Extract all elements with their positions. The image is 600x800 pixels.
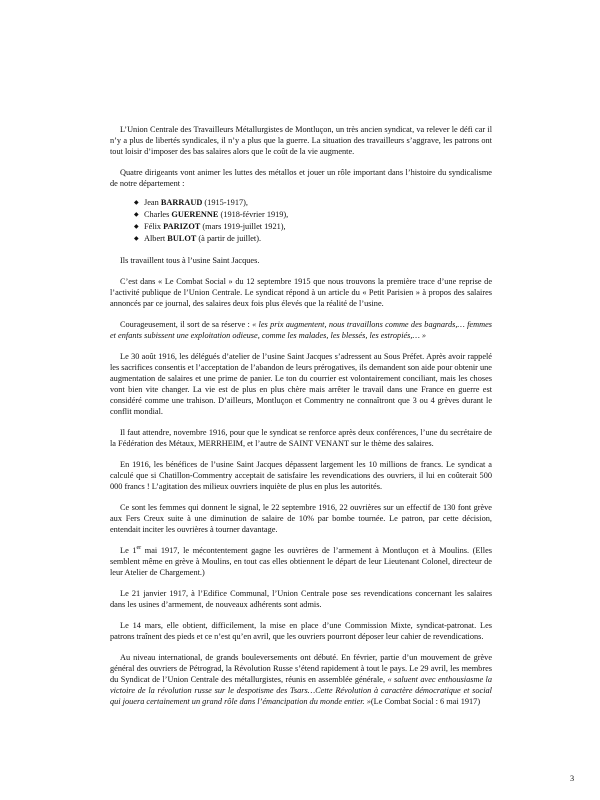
page-body (110, 124, 492, 717)
paragraph-30-aout-1916: Le 30 août 1916, les délégués d’atelier de l’usine Saint Jacques s’adressent au Sous Préfet. Après avoir rappelé les sacrifices consentis et l’acceptation de l’abandon de leurs prérogatives, ils demandent son aide pour obtenir une augmentation de salaires et une prime de panier. Le ton du courrier est volontairement conciliant, mais les choses vont bien vite changer. La vie est de plus en plus chère mais arrêter le travail dans une France en guerre est considéré comme une trahison. D’ailleurs, Montluçon et Commentry ne connaîtront que 3 ou 4 grèves durant le conflit mondial. (110, 352, 492, 416)
list-item: ◆ Albert BULOT (à partir de juillet). (134, 234, 262, 243)
paragraph-combat-social: C’est dans « Le Combat Social » du 12 septembre 1915 que nous trouvons la première trace d’une reprise de l’activité publique de l’Union Centrale. Le syndicat répond à un article du « Petit Parisien » à propos des salaires annoncés par ce journal, des salaires deux fois plus élevés que la réalité de l’usine. (110, 277, 492, 308)
list-item: ◆ Jean BARRAUD (1915-1917), (134, 198, 248, 207)
paragraph-14-mars: Le 14 mars, elle obtient, difficilement, la mise en place d’une Commission Mixte, syndicat-patronat. Les patrons traînent des pieds et ce n’est qu’en avril, que les ouvriers pourront déposer leur cahier de revendications. (110, 621, 492, 641)
list-item: ◆ Charles GUERENNE (1918-février 1919), (134, 210, 289, 219)
paragraph-international: Au niveau international, de grands bouleversements ont débuté. En février, partie d’un mouvement de grève général des ouvriers de Pétrograd, la Révolution Russe s’étend rapidement à tout le pays. Le 29 avril, les membres du Syndicat de l’Union Centrale des métallurgistes, réunis en assemblée générale, « saluent avec enthousiasme la victoire de la révolution russe sur le despotisme des Tsars…Cette Révolution à caractère démocratique et social qui jouera certainement un grand rôle dans l’émancipation du monde entier. »(Le Combat Social : 6 mai 1917) (110, 653, 492, 706)
diamond-bullet-icon: ◆ (134, 212, 139, 218)
paragraph-courageusement: Courageusement, il sort de sa réserve : « les prix augmentent, nous travaillons comme des bagnards,… femmes et enfants subissent une exploitation odieuse, comme les malades, les blessés, les estropiés,… » (110, 320, 492, 340)
paragraph-benefices: En 1916, les bénéfices de l’usine Saint Jacques dépassent largement les 10 millions de francs. Le syndicat a calculé que si Chatillon-Commentry acceptait de satisfaire les revendications des ouvriers, il lui en coûterait 500 000 francs ! L’agitation des milieux ouvriers inquiète de plus en plus les autorités. (110, 460, 492, 491)
diamond-bullet-icon: ◆ (134, 224, 139, 230)
leaders-list (110, 197, 492, 245)
diamond-bullet-icon: ◆ (134, 236, 139, 242)
paragraph-union-centrale: L’Union Centrale des Travailleurs Métallurgistes de Montluçon, un très ancien syndicat, va relever le défi car il n’y a plus de libertés syndicales, il n’y a plus que la guerre. La situation des travailleurs s’aggrave, les patrons ont tout loisir d’imposer des bas salaires alors que le coût de la vie augmente. (110, 125, 492, 156)
paragraph-femmes-signal: Ce sont les femmes qui donnent le signal, le 22 septembre 1916, 22 ouvrières sur un effectif de 130 font grève aux Fers Creux suite à une diminution de salaire de 10% par bombe tournée. Le patron, par cette décision, entendait inciter les ouvrières à tourner davantage. (110, 503, 492, 534)
paragraph-1er-mai-1917: Le 1er mai 1917, le mécontentement gagne les ouvrières de l’armement à Montluçon et à Moulins. (Elles semblent même en grève à Moulins, en tout cas elles obtiennent le départ de leur Lieutenant Colonel, directeur de leur Atelier de Chargement.) (110, 545, 492, 577)
diamond-bullet-icon: ◆ (134, 200, 139, 206)
paragraph-quatre-dirigeants: Quatre dirigeants vont animer les luttes des métallos et jouer un rôle important dans l’histoire du syndicalisme de notre département : (110, 168, 492, 188)
page-number: 3 (570, 774, 575, 783)
paragraph-novembre-1916: Il faut attendre, novembre 1916, pour que le syndicat se renforce après deux conférences, l’une du secrétaire de la Fédération des Métaux, MERRHEIM, et l’autre de SAINT VENANT sur le thème des salaires. (110, 428, 492, 448)
quote-text: « les prix augmentent, nous travaillons comme des bagnards,… femmes et enfants subissent une exploitation odieuse, comme les malades, les blessés, les estropiés,… » (110, 320, 492, 340)
paragraph-saint-jacques: Ils travaillent tous à l’usine Saint Jacques. (120, 256, 260, 265)
list-item: ◆ Félix PARIZOT (mars 1919-juillet 1921), (134, 222, 286, 231)
paragraph-21-janvier-1917: Le 21 janvier 1917, à l’Edifice Communal, l’Union Centrale pose ses revendications concernant les salaires dans les usines d’armement, de nouveaux adhérents sont admis. (110, 589, 492, 609)
quote-text: « saluent avec enthousiasme la victoire de la révolution russe sur le despotisme des Tsars…Cette Révolution à caractère démocratique et social qui jouera certainement un grand rôle dans l’émancipation du monde entier. » (110, 675, 492, 706)
